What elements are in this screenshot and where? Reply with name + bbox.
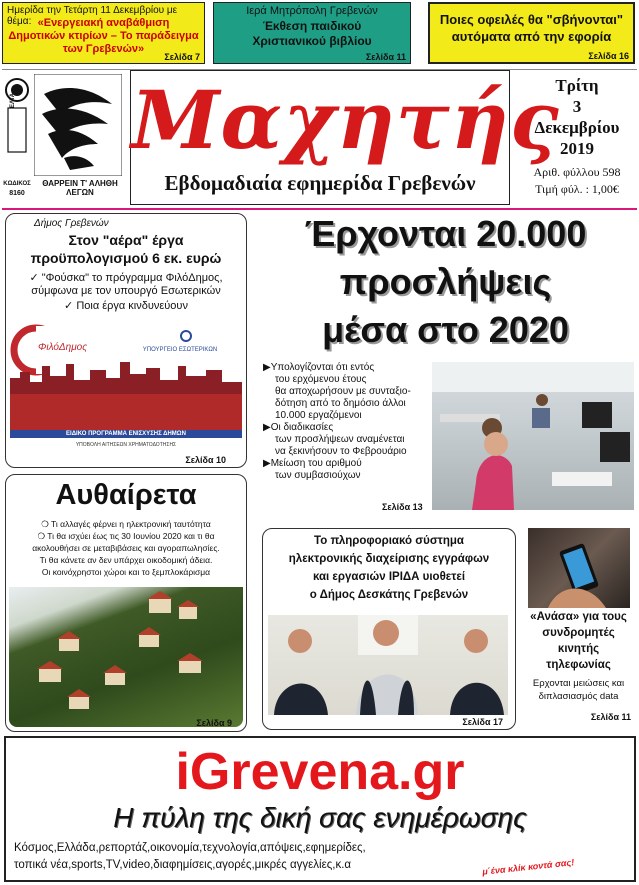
story-line: ο Δήμος Δεσκάτης Γρεβενών (309, 589, 469, 601)
story-headline: τηλεφωνίας (546, 659, 611, 671)
elta-label: ΕΛΤΑ (10, 92, 16, 108)
phone-photo (528, 528, 630, 608)
lead-bullet-text: των συμβασιούχων (275, 470, 361, 481)
page-ref: Σελίδα 9 (196, 718, 232, 728)
lead-bullet (263, 422, 433, 434)
lead-bullet (263, 362, 433, 374)
philodimos-logo-text: ΦιλόΔημος (38, 342, 88, 353)
code-label: ΚΩΔΙΚΟΣ (3, 181, 31, 187)
office-workers-icon (432, 362, 634, 510)
lead-bullet-text: 10.000 εργαζόμενοι (275, 410, 362, 421)
page-ref: Σελίδα 17 (462, 717, 503, 727)
story-bullet-cont: σύμφωνα με τον υπουργό Εσωτερικών (31, 285, 221, 297)
issue-year: 2019 (560, 139, 594, 158)
code-value: 8160 (9, 190, 25, 197)
program-banner: ΕΙΔΙΚΟ ΠΡΟΓΡΑΜΜΑ ΕΝΙΣΧΥΣΗΣ ΔΗΜΩΝ (66, 431, 186, 437)
teaser-energy-line: των Γρεβενών» (62, 43, 145, 55)
story-line: διπλασιασμός data (538, 691, 619, 702)
fighter-logo (34, 74, 122, 176)
lead-headline: μέσα στο 2020 (322, 309, 569, 350)
teaser-energy-kicker: Ημερίδα την Τετάρτη 11 Δεκεμβρίου με θέμα: (7, 5, 178, 27)
story-line: Οι κοινόχρηστοι χώροι και το ξεμπλοκάρισμα (41, 567, 211, 577)
bullet-icon: ❍ (37, 531, 48, 541)
story-kicker: Δήμος Γρεβενών (34, 218, 109, 229)
lead-headline: Έρχονται 20.000 (304, 213, 587, 254)
ad-tagline: μ΄ένα κλίκ κοντά σας! (481, 857, 575, 877)
story-line (6, 519, 246, 530)
issue-number: Αριθ. φύλλου 598 (533, 165, 621, 179)
issue-date-num: 3 (572, 97, 582, 116)
issue-day: Τρίτη (555, 76, 599, 95)
teaser-exhibition-line: Έκθεση παιδικού (262, 19, 362, 33)
ad-slogan: Η πύλη της δική σας ενημέρωσης (113, 802, 527, 833)
bullet-text: Ποια έργα κινδυνεύουν (76, 300, 188, 312)
bullet-icon: ❍ (41, 519, 52, 529)
newspaper-subtitle: Εβδομαδιαία εφημερίδα Γρεβενών (164, 171, 476, 195)
village-photo (9, 587, 243, 727)
teaser-exhibition-line: Χριστιανικού βιβλίου (252, 34, 372, 48)
program-banner-sub: ΥΠΟΒΟΛΗ ΑΙΤΗΣΕΩΝ ΧΡΗΜΑΤΟΔΟΤΗΣΗΣ (75, 442, 177, 448)
lead-bullet-text: Οι διαδικασίες (270, 422, 334, 433)
story-line-text: Τι θα ισχύει έως τις 30 Ιουνίου 2020 και τι θα (47, 531, 215, 541)
teaser-tax-line: αυτόματα από την εφορία (451, 29, 612, 44)
teaser-energy-line: «Ενεργειακή αναβάθμιση (37, 17, 170, 29)
office-photo (432, 362, 634, 510)
story-irida[interactable] (262, 528, 516, 730)
lead-bullet-text: των προσλήψεων αναμένεται (275, 434, 405, 445)
motto: ΘΑΡΡΕΙΝ Τ' ΑΛΗΘΗ ΛΕΓΩΝ (42, 179, 118, 197)
lead-bullet-text: θα αποχωρήσουν με συνταξιο- (275, 386, 411, 397)
teaser-exhibition-kicker: Ιερά Μητρόπολη Γρεβενών (246, 5, 378, 17)
ministry-name: ΥΠΟΥΡΓΕΙΟ ΕΣΩΤΕΡΙΚΩΝ (142, 347, 218, 353)
officials-photo (268, 615, 508, 715)
page-ref: Σελίδα 11 (365, 52, 406, 62)
teaser-energy-line: Δημοτικών κτιρίων – Το παράδειγμα (8, 30, 199, 42)
newspaper-title: Μαχητής (131, 73, 560, 167)
teaser-tax[interactable] (428, 2, 635, 64)
story-headline: συνδρομητές (542, 627, 615, 639)
lead-bullet-text: Μείωση του αριθμού (270, 458, 362, 469)
check-icon: ✓ (29, 272, 42, 284)
ad-line: Κόσμος,Ελλάδα,ρεπορτάζ,οικονομία,τεχνολογία,απόψεις,εφημερίδες, (14, 842, 366, 854)
story-line-text: Τι αλλαγές φέρνει η ηλεκτρονική ταυτότητα (51, 519, 211, 529)
masthead-title-box (130, 70, 560, 205)
story-arbitrary[interactable] (5, 474, 247, 732)
story-line: Το πληροφοριακό σύστημα (314, 535, 464, 547)
lead-bullet (263, 458, 433, 470)
hawk-logo-icon (34, 74, 122, 176)
lead-bullet-text: του ερχόμενου έτους (275, 374, 367, 385)
issue-info (518, 72, 636, 206)
village-houses-icon (9, 587, 243, 727)
story-line: και εργασιών ΙΡΙΔΑ υιοθετεί (312, 571, 466, 583)
story-bullet (6, 299, 246, 312)
teaser-exhibition[interactable] (213, 2, 411, 64)
story-bullet (6, 271, 246, 284)
elta-stamp-icon (4, 74, 30, 174)
page-ref: Σελίδα 10 (185, 455, 226, 465)
ad-line: τοπικά νέα,sports,TV,video,διαφημίσεις,αγορές,μικρές αγγελίες,κ.α (14, 859, 352, 871)
story-headline: Στον "αέρα" έργα (68, 232, 184, 248)
teaser-energy[interactable] (2, 2, 205, 64)
story-line (6, 531, 246, 542)
igrevena-ad[interactable] (4, 736, 636, 882)
philodimos-graphic (10, 316, 242, 452)
lead-bullet-text: να ξεκινήσουν το Φεβρουάριο (275, 446, 407, 457)
story-line: Ερχονται μειώσεις και (532, 678, 625, 689)
teaser-tax-line: Ποιες οφειλές θα "σβήνονται" (439, 12, 624, 27)
triangle-bullet-icon: ▶ (263, 422, 271, 433)
story-headline: «Ανάσα» για τους (530, 611, 627, 623)
elta-stamp (4, 74, 30, 174)
story-budget[interactable] (5, 213, 247, 468)
issue-month: Δεκεμβρίου (534, 118, 620, 137)
triangle-bullet-icon: ▶ (263, 458, 271, 469)
story-headline: Αυθαίρετα (55, 479, 197, 511)
lead-bullets (263, 362, 433, 512)
story-line: Τι θα κάνετε αν δεν υπάρχει οικοδομική άδεια. (39, 555, 213, 565)
smartphone-icon (528, 528, 630, 608)
page-ref: Σελίδα 16 (588, 51, 629, 61)
triangle-bullet-icon: ▶ (263, 362, 271, 373)
page-ref: Σελίδα 11 (590, 712, 631, 722)
lead-bullet-text: δότηση από το δημόσιο άλλοι (275, 398, 406, 409)
divider (2, 208, 637, 210)
story-phone[interactable] (522, 528, 635, 730)
lead-bullet-text: Υπολογίζονται ότι εντός (270, 362, 375, 373)
page-ref: Σελίδα 13 (382, 502, 423, 512)
three-officials-icon (268, 615, 508, 715)
check-icon: ✓ (64, 300, 77, 312)
story-line: ηλεκτρονικής διαχείρισης εγγράφων (288, 553, 490, 565)
story-headline: προϋπολογισμού 6 εκ. ευρώ (30, 250, 222, 266)
ad-brand: iGrevena.gr (175, 743, 465, 801)
lead-headline: προσλήψεις (339, 261, 552, 302)
story-headline: κινητής (557, 643, 600, 655)
page-ref: Σελίδα 7 (164, 52, 200, 62)
story-line: ακολουθήσει σε μεταβιβάσεις και αγοραπωλησίες. (32, 543, 220, 553)
bullet-text: "Φούσκα" το πρόγραμμα ΦιλόΔημος, (41, 272, 223, 284)
issue-price: Τιμή φύλ. : 1,00€ (535, 182, 619, 196)
